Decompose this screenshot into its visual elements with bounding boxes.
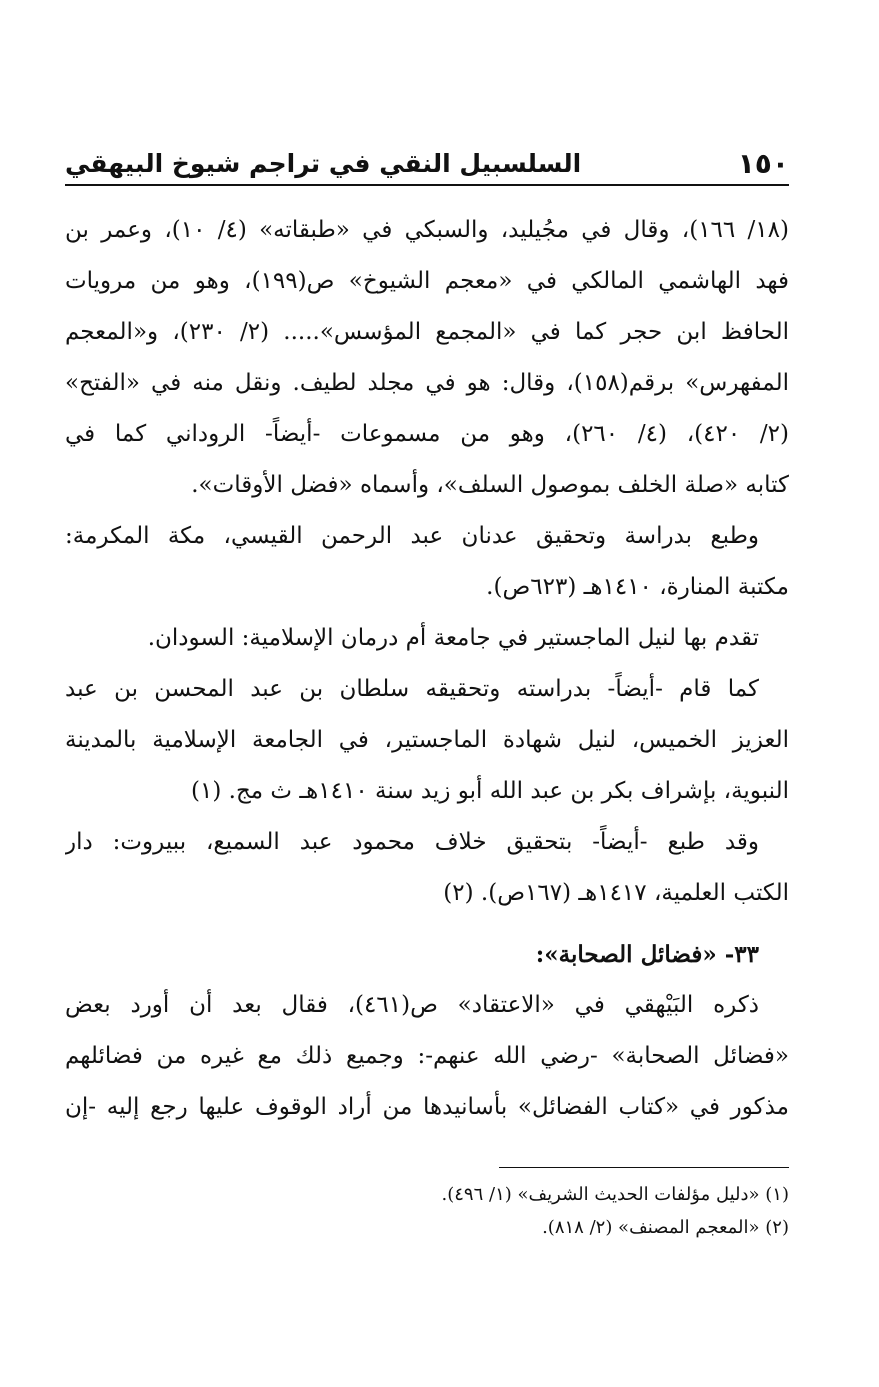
text-line: وطبع بدراسة وتحقيق عدنان عبد الرحمن القيسي، مكة المكرمة:: [65, 523, 759, 549]
text-line: النبوية، بإشراف بكر بن عبد الله أبو زيد سنة ١٤١٠هـ ث مج. (١): [191, 778, 789, 804]
footnote-1: (١) «دليل مؤلفات الحديث الشريف» (١/ ٤٩٦).: [441, 1184, 789, 1205]
text-line: الكتب العلمية، ١٤١٧هـ (١٦٧ص). (٢): [443, 880, 789, 906]
text-line: الحافظ ابن حجر كما في «المجمع المؤسس»..... (٢/ ٢٣٠)، و«المعجم: [65, 319, 789, 345]
text-line: مكتبة المنارة، ١٤١٠هـ (٦٢٣ص).: [486, 574, 789, 600]
text-line: فهد الهاشمي المالكي في «معجم الشيوخ» ص(١٩٩)، وهو من مرويات: [65, 268, 789, 294]
text-line: (٢/ ٤٢٠)، (٤/ ٢٦٠)، وهو من مسموعات -أيضاً- الروداني كما في: [65, 421, 789, 447]
page-number: ١٥٠: [737, 147, 789, 180]
body-text: [65, 205, 789, 1133]
text-line: ذكره البَيْهقي في «الاعتقاد» ص(٤٦١)، فقال بعد أن أورد بعض: [65, 992, 760, 1018]
footnote-separator: [499, 1167, 789, 1168]
text-line: (١٨/ ١٦٦)، وقال في مجُيليد، والسبكي في «طبقاته» (٤/ ١٠)، وعمر بن: [65, 217, 789, 243]
text-line: كما قام -أيضاً- بدراسته وتحقيقه سلطان بن عبد المحسن بن عبد: [65, 676, 759, 702]
section-heading: ٣٣- «فضائل الصحابة»:: [535, 941, 759, 968]
text-line: العزيز الخميس، لنيل شهادة الماجستير، في الجامعة الإسلامية بالمدينة: [65, 727, 789, 753]
text-line: المفهرس» برقم(١٥٨)، وقال: هو في مجلد لطيف. ونقل منه في «الفتح»: [65, 370, 789, 396]
footnote-2: (٢) «المعجم المصنف» (٢/ ٨١٨).: [542, 1217, 789, 1238]
footnotes: [65, 1178, 789, 1244]
text-line: كتابه «صلة الخلف بموصول السلف»، وأسماه «فضل الأوقات».: [191, 472, 789, 498]
text-line: وقد طبع -أيضاً- بتحقيق خلاف محمود عبد السميع، ببيروت: دار: [65, 829, 759, 855]
running-header: [65, 140, 789, 186]
text-line: تقدم بها لنيل الماجستير في جامعة أم درمان الإسلامية: السودان.: [147, 625, 759, 651]
text-line: «فضائل الصحابة» -رضي الله عنهم-: وجميع ذلك مع غيره من فضائلهم: [65, 1043, 789, 1069]
text-line: مذكور في «كتاب الفضائل» بأسانيدها من أراد الوقوف عليها رجع إليه -إن: [65, 1094, 789, 1120]
running-title: السلسبيل النقي في تراجم شيوخ البيهقي: [65, 149, 582, 178]
